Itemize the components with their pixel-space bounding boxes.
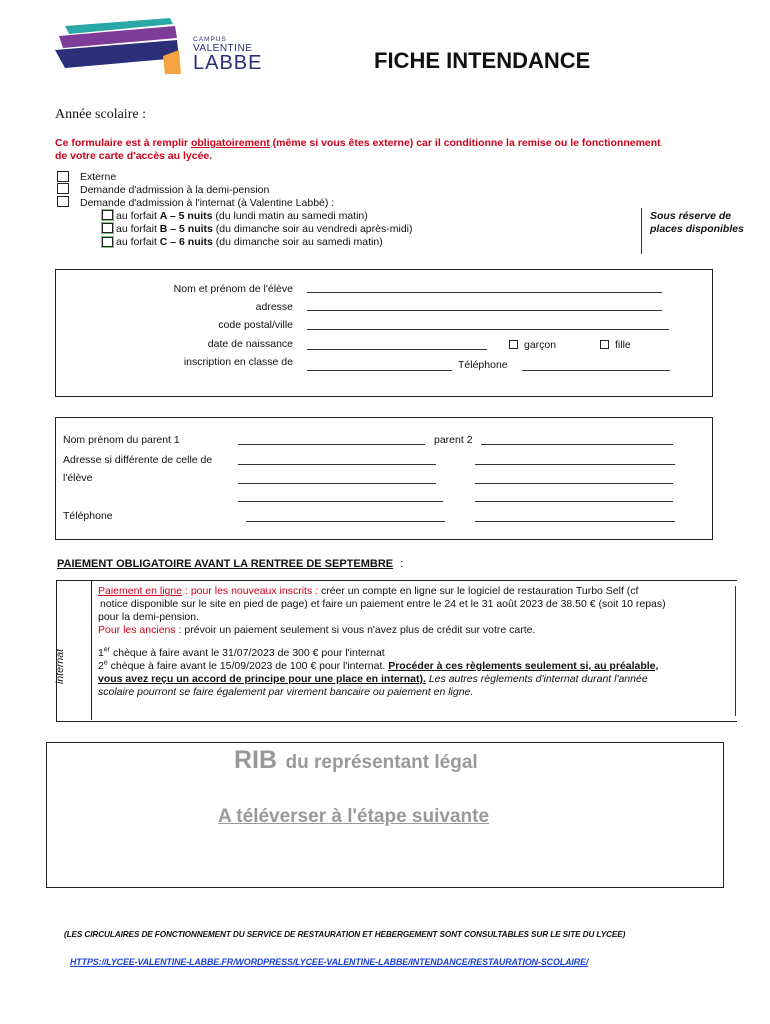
- payment-online-c: pour la demi-pension.: [98, 611, 199, 623]
- logo-line2: VALENTINE: [193, 43, 253, 54]
- forfait-b-prefix: au forfait: [116, 223, 160, 235]
- student-birth-label: date de naissance: [207, 338, 293, 350]
- school-year-label: Année scolaire :: [55, 107, 146, 122]
- forfait-c-label: [116, 236, 383, 249]
- checkbox-fille[interactable]: [600, 340, 609, 349]
- payment-cheques-text: [98, 647, 734, 699]
- checkbox-demi-pension[interactable]: [57, 183, 69, 194]
- forfait-a-rest: (du lundi matin au samedi matin): [212, 210, 368, 222]
- student-cp-label: code postal/ville: [218, 319, 293, 331]
- reserve-line1: Sous réserve de: [650, 210, 732, 222]
- parent1-label: Nom prénom du parent 1: [63, 434, 180, 446]
- fille-label: fille: [615, 339, 631, 351]
- cheque1-rest: chèque à faire avant le 31/07/2023 de 300 € pour l'internat: [110, 647, 385, 659]
- payment-side-label: internat: [54, 648, 66, 684]
- cheque2-num: 2: [98, 660, 104, 672]
- checkbox-externe[interactable]: [57, 171, 69, 182]
- mandatory-warning: [55, 137, 735, 163]
- student-name-line[interactable]: [307, 292, 662, 293]
- cheque2-rest: chèque à faire avant le 15/09/2023 de 100 € pour l'internat.: [107, 660, 389, 672]
- parents-address-label1: Adresse si différente de celle de: [63, 454, 213, 466]
- rib-rest: du représentant légal: [285, 752, 478, 773]
- footer-note: (LES CIRCULAIRES DE FONCTIONNEMENT DU SERVICE DE RESTAURATION ET HEBERGEMENT SONT CONSULTABLES SUR LE SITE DU LYCEE): [64, 930, 626, 939]
- forfait-c-prefix: au forfait: [116, 236, 160, 248]
- student-birth-line[interactable]: [307, 349, 487, 350]
- label-demi-pension: Demande d'admission à la demi-pension: [80, 184, 270, 196]
- rib-upload: A téléverser à l'étape suivante: [218, 806, 490, 827]
- forfait-b-bold: B – 5 nuits: [159, 223, 213, 235]
- parent2-address-line1[interactable]: [475, 464, 675, 465]
- checkbox-internat[interactable]: [57, 196, 69, 207]
- reserve-line2: places disponibles: [650, 223, 744, 235]
- parent1-address-line1[interactable]: [238, 464, 436, 465]
- cheque3-ital: Les autres règlements d'internat durant l'année: [425, 673, 648, 685]
- checkbox-forfait-a[interactable]: [102, 210, 113, 220]
- forfait-b-label: [116, 223, 412, 236]
- payment-online-red2: : pour les nouveaux inscrits :: [182, 585, 321, 597]
- parent1-address-line2[interactable]: [238, 483, 436, 484]
- student-class-label: inscription en classe de: [183, 356, 293, 368]
- cheque1-sup: er: [103, 646, 111, 654]
- footer-link[interactable]: HTTPS://LYCEE-VALENTINE-LABBE.FR/WORDPRESS/LYCEE-VALENTINE-LABBE/INTENDANCE/RESTAURATION-SCOLAIRE/: [70, 957, 589, 967]
- forfait-c-rest: (du dimanche soir au samedi matin): [212, 236, 383, 248]
- warning-line2: de votre carte d'accès au lycée.: [55, 150, 213, 162]
- student-cp-line[interactable]: [307, 329, 669, 330]
- student-name-label: Nom et prénom de l'élève: [173, 283, 293, 295]
- cheque2-sup: e: [103, 659, 108, 667]
- parents-phone-label: Téléphone: [63, 510, 113, 522]
- label-internat: Demande d'admission à l'internat (à Valentine Labbé) :: [80, 197, 335, 209]
- payment-heading-colon: :: [400, 558, 404, 570]
- forfait-a-bold: A – 5 nuits: [159, 210, 213, 222]
- cheque1-num: 1: [98, 647, 104, 659]
- logo-line1: CAMPUS: [193, 36, 227, 43]
- parent2-phone-line[interactable]: [475, 521, 675, 522]
- parent1-address-line3[interactable]: [238, 501, 443, 502]
- student-address-label: adresse: [255, 301, 293, 313]
- payment-right-rule: [735, 586, 736, 716]
- forfait-b-rest: (du dimanche soir au vendredi après-midi): [212, 223, 413, 235]
- checkbox-garcon[interactable]: [509, 340, 518, 349]
- parents-address-label2: l'élève: [63, 472, 93, 484]
- payment-online-red[interactable]: Paiement en ligne: [98, 585, 183, 597]
- forfait-c-bold: C – 6 nuits: [159, 236, 213, 248]
- parent2-address-line2[interactable]: [475, 483, 673, 484]
- parent1-line[interactable]: [238, 444, 425, 445]
- reserve-note: [650, 210, 744, 236]
- payment-anciens-rest: : prévoir un paiement seulement si vous n'avez plus de crédit sur votre carte.: [175, 624, 536, 636]
- warning-part1: Ce formulaire est à remplir: [55, 137, 191, 149]
- payment-heading-text: PAIEMENT OBLIGATOIRE AVANT LA RENTREE DE SEPTEMBRE: [57, 558, 394, 570]
- warning-part2: obligatoirement: [190, 137, 270, 149]
- label-externe: Externe: [80, 171, 117, 183]
- student-class-line[interactable]: [307, 370, 452, 371]
- reserve-divider: [641, 208, 642, 254]
- logo-graphic: [55, 14, 190, 78]
- payment-online-a: créer un compte en ligne sur le logiciel de restauration Turbo Self (cf: [320, 585, 639, 597]
- checkbox-forfait-c[interactable]: [102, 237, 113, 247]
- rib-big: RIB: [234, 746, 278, 774]
- forfait-a-label: [116, 210, 368, 223]
- forfait-a-prefix: au forfait: [116, 210, 160, 222]
- parent1-phone-line[interactable]: [246, 521, 445, 522]
- payment-heading: [57, 558, 403, 570]
- parent2-line[interactable]: [481, 444, 673, 445]
- logo: [55, 14, 280, 78]
- rib-title: [234, 746, 478, 775]
- warning-part3: (même si vous êtes externe) car il conditionne la remise ou le fonctionnement: [269, 137, 661, 149]
- cheque4-ital: scolaire pourront se faire également par virement bancaire ou paiement en ligne.: [98, 686, 474, 698]
- parent2-address-line3[interactable]: [475, 501, 673, 502]
- student-phone-line[interactable]: [522, 370, 670, 371]
- page-title: FICHE INTENDANCE: [374, 48, 591, 73]
- student-address-line[interactable]: [307, 310, 662, 311]
- garcon-label: garçon: [524, 339, 557, 351]
- payment-anciens-red: Pour les anciens: [98, 624, 176, 636]
- cheque2-bold: Procéder à ces règlements seulement si, au préalable,: [388, 660, 659, 672]
- payment-side-divider: [91, 580, 92, 720]
- cheque3-bold: vous avez reçu un accord de principe pour une place en internat).: [98, 673, 426, 685]
- checkbox-forfait-b[interactable]: [102, 223, 113, 233]
- parent2-label: parent 2: [434, 434, 473, 446]
- logo-line3: LABBE: [193, 52, 263, 74]
- payment-online-b: notice disponible sur le site en pied de page) et faire un paiement entre le 24 et le 31 août 2023 de 38.50 € (soit 10 repas): [100, 598, 666, 610]
- student-phone-label: Téléphone: [458, 359, 508, 371]
- payment-online-text: [98, 585, 734, 637]
